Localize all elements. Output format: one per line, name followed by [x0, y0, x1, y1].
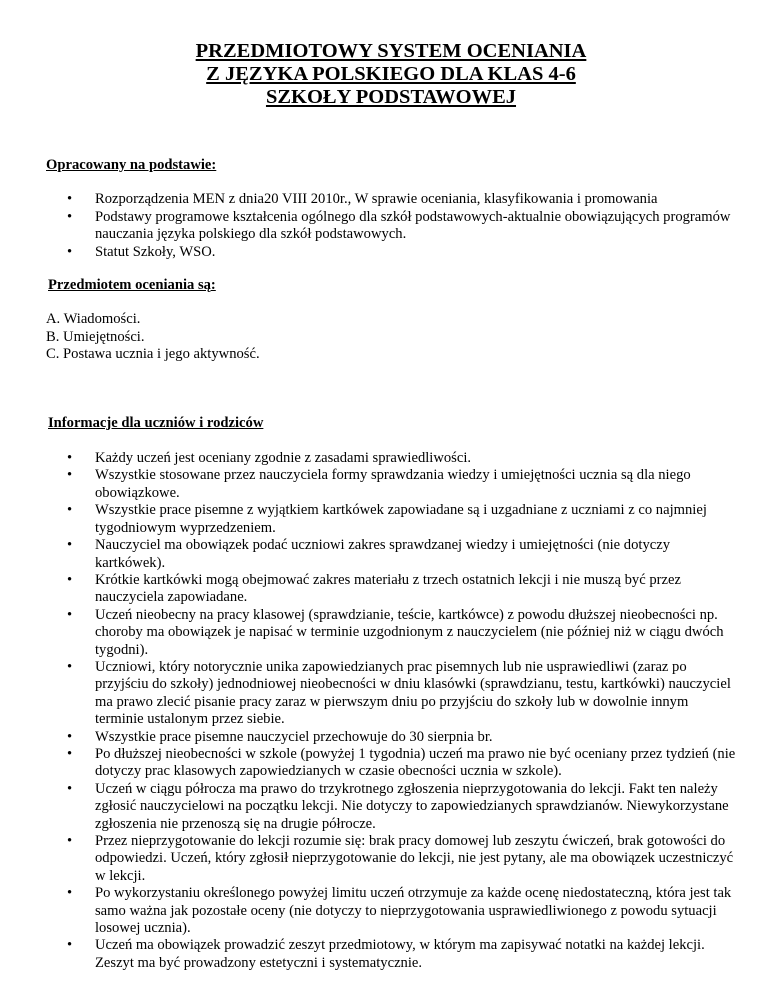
- info-item: • Uczeń ma obowiązek prowadzić zeszyt przedmiotowy, w którym ma zapisywać notatki na każdej lekcji. Zeszyt ma być prowadzony estetyczni i systematycznie.: [46, 937, 736, 972]
- subject-item: C. Postawa ucznia i jego aktywność.: [46, 346, 260, 363]
- info-item: • Wszystkie prace pisemne nauczyciel przechowuje do 30 sierpnia br.: [46, 729, 736, 746]
- subject-item: B. Umiejętności.: [46, 328, 145, 345]
- basis-section: [46, 157, 736, 261]
- basis-list: [46, 191, 736, 261]
- title-line-2: Z JĘZYKA POLSKIEGO DLA KLAS 4-6: [206, 63, 576, 85]
- info-item: • Uczeń nieobecny na pracy klasowej (sprawdzianie, teście, kartkówce) z powodu dłuższej nieobecności np. choroby ma obowiązek je napisać w terminie uzgodnionym z nauczycielem (nie później niż w ciągu dwóch tygodni).: [46, 607, 736, 659]
- info-item: • Krótkie kartkówki mogą obejmować zakres materiału z trzech ostatnich lekcji i nie muszą być przez nauczyciela zapowiadane.: [46, 572, 736, 607]
- document-title: [46, 40, 736, 109]
- subject-item: A. Wiadomości.: [46, 311, 141, 328]
- info-item: • Po wykorzystaniu określonego powyżej limitu uczeń otrzymuje za każde ocenę niedostateczną, która jest tak samo ważna jak pozostałe oceny (nie dotyczy to nieprzygotowania usprawiedliwionego z powodu sytuacji losowej ucznia).: [46, 885, 736, 937]
- subject-list: [46, 311, 736, 363]
- info-item: • Każdy uczeń jest oceniany zgodnie z zasadami sprawiedliwości.: [46, 450, 736, 467]
- title-line-1: PRZEDMIOTOWY SYSTEM OCENIANIA: [195, 40, 587, 62]
- info-item: • Uczeń w ciągu półrocza ma prawo do trzykrotnego zgłoszenia nieprzygotowania do lekcji. Fakt ten należy zgłosić nauczycielowi na początku lekcji. Nie dotyczy to zapowiedzianych sprawdzianów. Niewykorzystane zgłoszenia nie przenoszą się na drugie półrocze.: [46, 781, 736, 833]
- info-section: [46, 415, 736, 973]
- info-list: [46, 450, 736, 972]
- basis-item: • Rozporządzenia MEN z dnia20 VIII 2010r., W sprawie oceniania, klasyfikowania i promowania: [46, 191, 736, 208]
- info-item: • Wszystkie prace pisemne z wyjątkiem kartkówek zapowiadane są i uzgadniane z uczniami z co najmniej tygodniowym wyprzedzeniem.: [46, 502, 736, 537]
- basis-heading: Opracowany na podstawie:: [46, 157, 217, 173]
- basis-item: • Statut Szkoły, WSO.: [46, 244, 736, 261]
- basis-item: • Podstawy programowe kształcenia ogólnego dla szkół podstawowych-aktualnie obowiązujących programów nauczania języka polskiego dla szkół podstawowych.: [46, 209, 736, 244]
- info-item: • Przez nieprzygotowanie do lekcji rozumie się: brak pracy domowej lub zeszytu ćwiczeń, brak gotowości do odpowiedzi. Uczeń, który zgłosił nieprzygotowanie do lekcji, nie jest pytany, ale ma obowiązek uczestniczyć w lekcji.: [46, 833, 736, 885]
- subject-heading: Przedmiotem oceniania są:: [48, 277, 216, 294]
- document-page: [46, 40, 736, 972]
- info-heading: Informacje dla uczniów i rodziców: [48, 414, 264, 431]
- info-item: • Nauczyciel ma obowiązek podać uczniowi zakres sprawdzanej wiedzy i umiejętności (nie dotyczy kartkówek).: [46, 537, 736, 572]
- title-line-3: SZKOŁY PODSTAWOWEJ: [265, 86, 517, 108]
- subject-section: [46, 277, 736, 364]
- info-item: • Wszystkie stosowane przez nauczyciela formy sprawdzania wiedzy i umiejętności ucznia są dla niego obowiązkowe.: [46, 467, 736, 502]
- info-item: • Po dłuższej nieobecności w szkole (powyżej 1 tygodnia) uczeń ma prawo nie być oceniany przez tydzień (nie dotyczy prac klasowych zapowiedzianych w czasie obecności ucznia w szkole).: [46, 746, 736, 781]
- info-item: • Uczniowi, który notorycznie unika zapowiedzianych prac pisemnych lub nie usprawiedliwi (zaraz po przyjściu do szkoły) jednodniowej nieobecności w dniu klasówki (sprawdzianu, testu, kartkówki) nauczyciel ma prawo zlecić pisanie pracy zaraz w pierwszym dniu po przyjściu do szkoły lub w dowolnie innym terminie ustalonym przez siebie.: [46, 659, 736, 729]
